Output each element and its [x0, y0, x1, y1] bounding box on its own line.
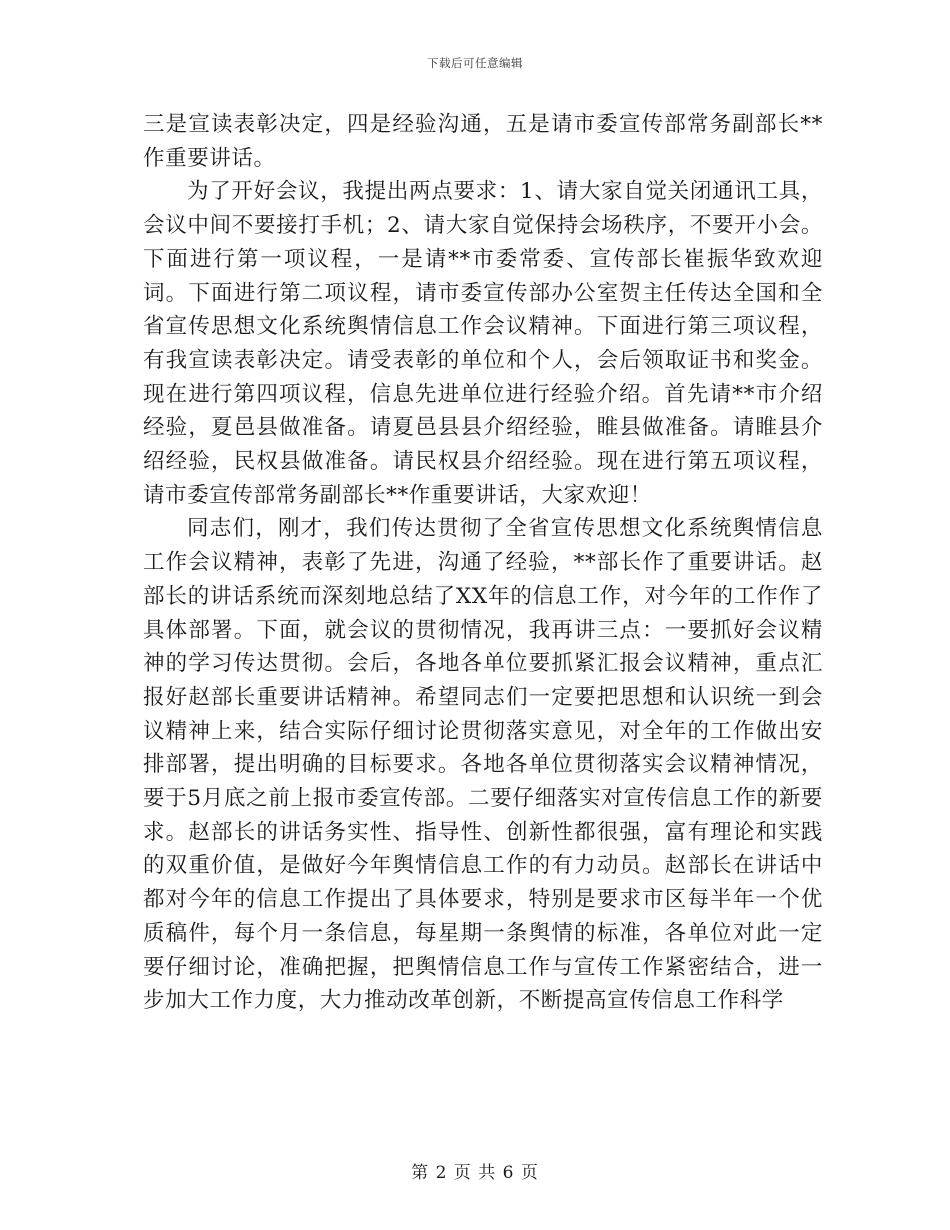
document-body — [143, 108, 823, 1018]
page-footer: 第 2 页 共 6 页 — [411, 1163, 539, 1183]
paragraph-2: 为了开好会议，我提出两点要求：1、请大家自觉关闭通讯工具，会议中间不要接打手机；2、请大家自觉保持会场秩序，不要开小会。下面进行第一项议程，一是请**市委常委、宣传部长崔振华致欢迎词。下面进行第二项议程，请市委宣传部办公室贺主任传达全国和全省宣传思想文化系统舆情信息工作会议精神。下面进行第三项议程，有我宣读表彰决定。请受表彰的单位和个人，会后领取证书和奖金。现在进行第四项议程，信息先进单位进行经验介绍。首先请**市介绍经验，夏邑县做准备。请夏邑县县介绍经验，睢县做准备。请睢县介绍经验，民权县做准备。请民权县介绍经验。现在进行第五项议程，请市委宣传部常务副部长**作重要讲话，大家欢迎！ — [143, 179, 823, 508]
paragraph-1: 三是宣读表彰决定，四是经验沟通，五是请市委宣传部常务副部长**作重要讲话。 — [143, 112, 823, 171]
paragraph-3: 同志们，刚才，我们传达贯彻了全省宣传思想文化系统舆情信息工作会议精神，表彰了先进，沟通了经验，**部长作了重要讲话。赵部长的讲话系统而深刻地总结了XX年的信息工作，对今年的工作作了具体部署。下面，就会议的贯彻情况，我再讲三点：一要抓好会议精神的学习传达贯彻。会后，各地各单位要抓紧汇报会议精神，重点汇报好赵部长重要讲话精神。希望同志们一定要把思想和认识统一到会议精神上来，结合实际仔细讨论贯彻落实意见，对全年的工作做出安排部署，提出明确的目标要求。各地各单位贯彻落实会议精神情况，要于5月底之前上报市委宣传部。二要仔细落实对宣传信息工作的新要求。赵部长的讲话务实性、指导性、创新性都很强，富有理论和实践的双重价值，是做好今年舆情信息工作的有力动员。赵部长在讲话中都对今年的信息工作提出了具体要求，特别是要求市区每半年一个优质稿件，每个月一条信息，每星期一条舆情的标准，各单位对此一定要仔细讨论，准确把握，把舆情信息工作与宣传工作紧密结合，进一步加大工作力度，大力推动改革创新，不断提高宣传信息工作科学 — [143, 516, 823, 1014]
page-header: 下载后可任意编辑 — [427, 56, 523, 70]
